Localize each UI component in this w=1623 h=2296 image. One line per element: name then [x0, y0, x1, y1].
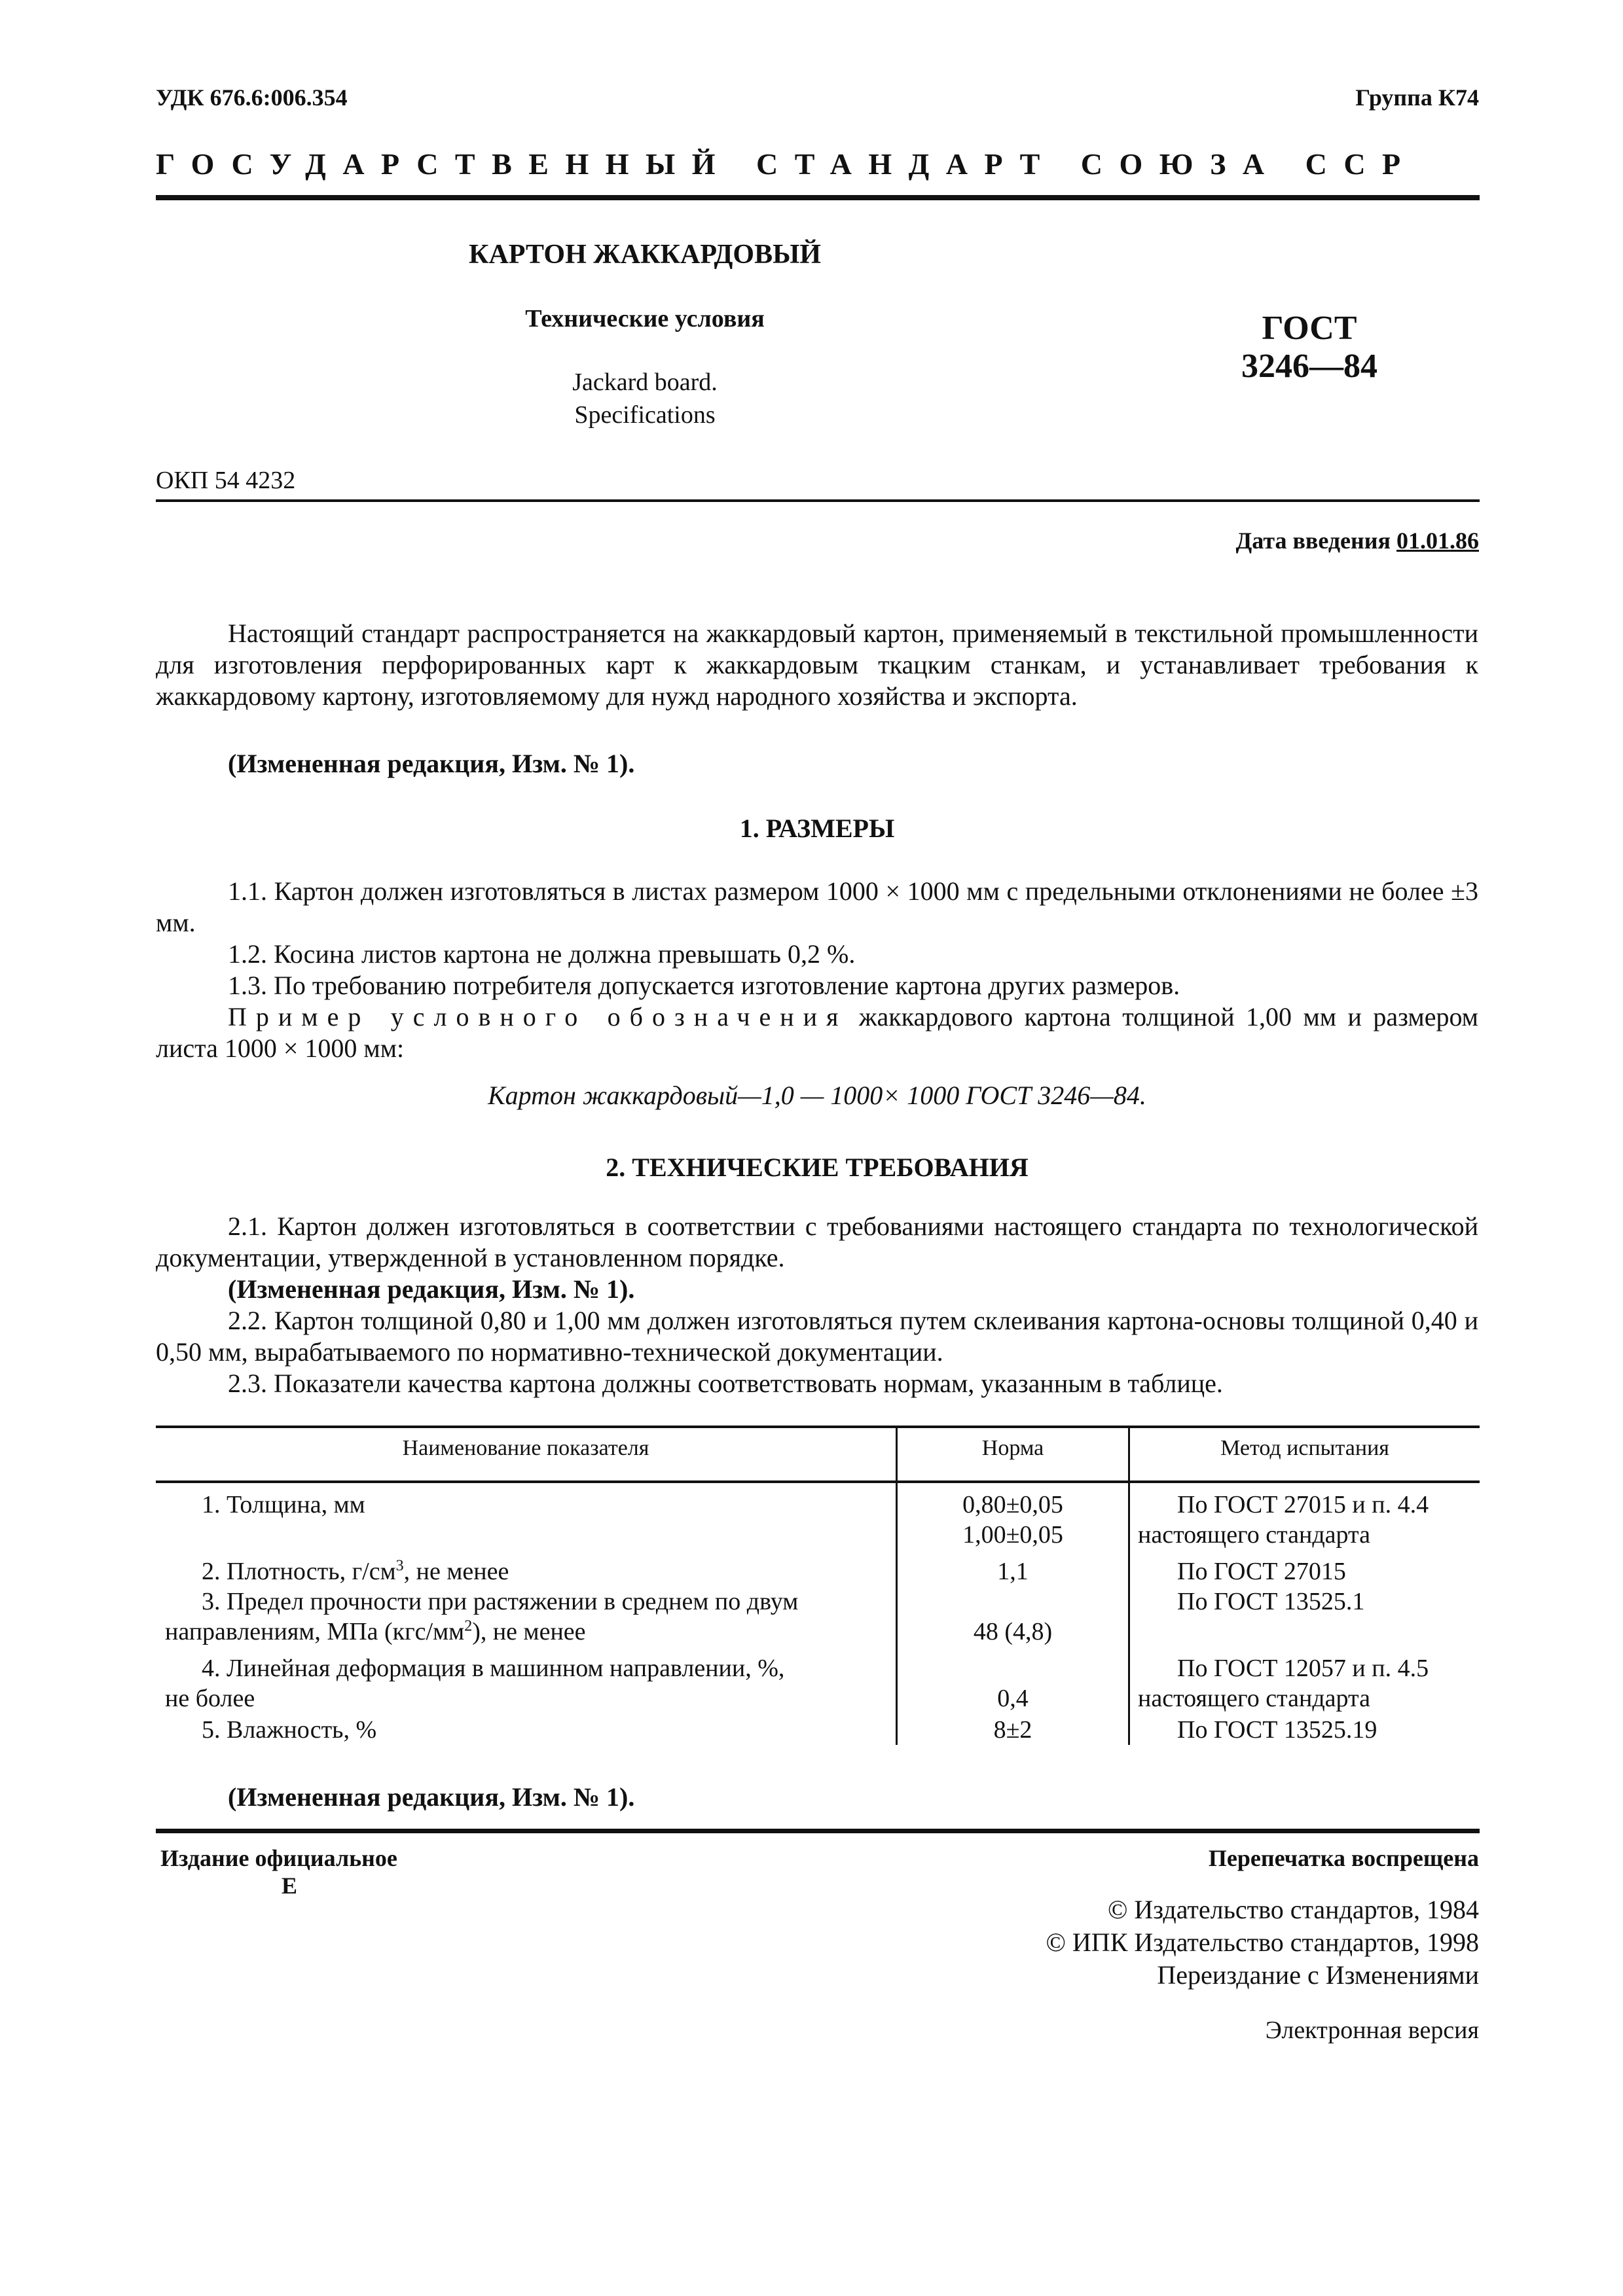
row1-method-1: По ГОСТ 27015 и п. 4.4 [1177, 1491, 1429, 1518]
okp-code: ОКП 54 4232 [156, 467, 296, 494]
english-title-line2: Specifications [574, 401, 716, 429]
row3-name-line2 [165, 1617, 586, 1647]
row5-name: 5. Влажность, % [202, 1716, 377, 1744]
row2-name-text: 2. Плотность, г/см [202, 1558, 396, 1585]
date-label: Дата введения [1235, 528, 1396, 554]
row2-name [202, 1556, 509, 1587]
state-standard-banner: ГОСУДАРСТВЕННЫЙ СТАНДАРТ СОЮЗА ССР [156, 147, 1417, 181]
row3-name-suffix: ), не менее [472, 1618, 586, 1645]
group-code: Группа К74 [1355, 84, 1479, 111]
row3-name-superscript: 2 [464, 1617, 473, 1635]
gost-label: ГОСТ [1262, 310, 1357, 347]
clause-2-3: 2.3. Показатели качества картона должны соответствовать нормам, указанным в таблице. [228, 1369, 1223, 1398]
row1-norm-2: 1,00±0,05 [962, 1521, 1063, 1549]
col-header-name: Наименование показателя [402, 1436, 649, 1460]
reprint-notice: Перепечатка воспрещена [1208, 1845, 1479, 1871]
copyright-1984: © Издательство стандартов, 1984 [1107, 1895, 1479, 1924]
gost-number: 3246—84 [1241, 348, 1377, 385]
row4-name-line1: 4. Линейная деформация в машинном направлении, %, [202, 1655, 785, 1682]
row2-method: По ГОСТ 27015 [1177, 1558, 1346, 1585]
clause-1-1: 1.1. Картон должен изготовляться в листах размером 1000 × 1000 мм с предельными отклонениями не более ±3 мм. [156, 876, 1478, 937]
clause-2-2: 2.2. Картон толщиной 0,80 и 1,00 мм должен изготовляться путем склеивания картона-основы толщиной 0,40 и 0,50 мм, вырабатываемого по нормативно-технической документации. [156, 1306, 1478, 1367]
clause-2-1: 2.1. Картон должен изготовляться в соответствии с требованиями настоящего стандарта по технологической документации, утвержденной в установленном порядке. [156, 1211, 1478, 1272]
row4-method-2: настоящего стандарта [1138, 1685, 1370, 1712]
row3-name-text: направлениям, МПа (кгс/мм [165, 1618, 465, 1645]
electronic-version: Электронная версия [1265, 2017, 1479, 2044]
official-edition: Издание официальное [160, 1845, 397, 1871]
row3-method: По ГОСТ 13525.1 [1177, 1588, 1365, 1615]
col-header-method: Метод испытания [1220, 1436, 1389, 1460]
designation-formula: Картон жаккардовый—1,0 — 1000× 1000 ГОСТ 3246—84. [488, 1081, 1146, 1110]
copyright-1998: © ИПК Издательство стандартов, 1998 [1046, 1928, 1479, 1957]
clause-1-2: 1.2. Косина листов картона не должна превышать 0,2 %. [228, 939, 856, 969]
edition-letter: Е [282, 1873, 298, 1899]
row5-norm: 8±2 [993, 1716, 1032, 1744]
row2-name-suffix: , не менее [403, 1558, 509, 1585]
reissue-note: Переиздание с Изменениями [1157, 1960, 1479, 1990]
date-value: 01.01.86 [1396, 528, 1479, 554]
row3-norm: 48 (4,8) [973, 1618, 1053, 1645]
example-spaced-label: Пример условного обозначения [228, 1002, 848, 1031]
row4-norm: 0,4 [997, 1685, 1029, 1712]
row1-name: 1. Толщина, мм [202, 1491, 365, 1518]
row4-method-1: По ГОСТ 12057 и п. 4.5 [1177, 1655, 1429, 1682]
amendment-note-2: (Измененная редакция, Изм. № 1). [228, 1274, 635, 1304]
amendment-note-1: (Измененная редакция, Изм. № 1). [228, 749, 635, 778]
document-title: КАРТОН ЖАККАРДОВЫЙ [468, 240, 821, 270]
row2-name-superscript: 3 [395, 1557, 404, 1575]
row5-method: По ГОСТ 13525.19 [1177, 1716, 1377, 1744]
intro-paragraph: Настоящий стандарт распространяется на жаккардовый картон, применяемый в текстильной промышленности для изготовления перфорированных карт к жаккардовым ткацким станкам, и устанавливает требования к жаккардовому картону, изготовляемому для нужд народного хозяйства и экспорта. [156, 619, 1478, 711]
table-header-rule [156, 1480, 1480, 1483]
section-2-heading: 2. ТЕХНИЧЕСКИЕ ТРЕБОВАНИЯ [606, 1153, 1029, 1182]
footer-rule [156, 1829, 1480, 1833]
table-divider-2 [1128, 1427, 1130, 1745]
row1-norm-1: 0,80±0,05 [962, 1491, 1063, 1518]
table-top-rule [156, 1426, 1480, 1428]
row2-norm: 1,1 [997, 1558, 1029, 1585]
example-text: жаккардового картона толщиной 1,00 мм и размером листа 1000 × 1000 мм: [156, 1002, 1478, 1063]
row4-name-line2: не более [165, 1685, 255, 1712]
clause-1-3: 1.3. По требованию потребителя допускается изготовление картона других размеров. [228, 971, 1180, 1000]
row3-name-line1: 3. Предел прочности при растяжении в среднем по двум [202, 1588, 799, 1615]
udk-code: УДК 676.6:006.354 [156, 84, 348, 111]
section-1-heading: 1. РАЗМЕРЫ [739, 814, 895, 843]
row1-method-2: настоящего стандарта [1138, 1521, 1370, 1549]
col-header-norm: Норма [981, 1436, 1044, 1460]
document-subtitle: Технические условия [525, 305, 765, 332]
english-title-line1: Jackard board. [572, 368, 718, 396]
amendment-note-3: (Измененная редакция, Изм. № 1). [228, 1782, 635, 1812]
